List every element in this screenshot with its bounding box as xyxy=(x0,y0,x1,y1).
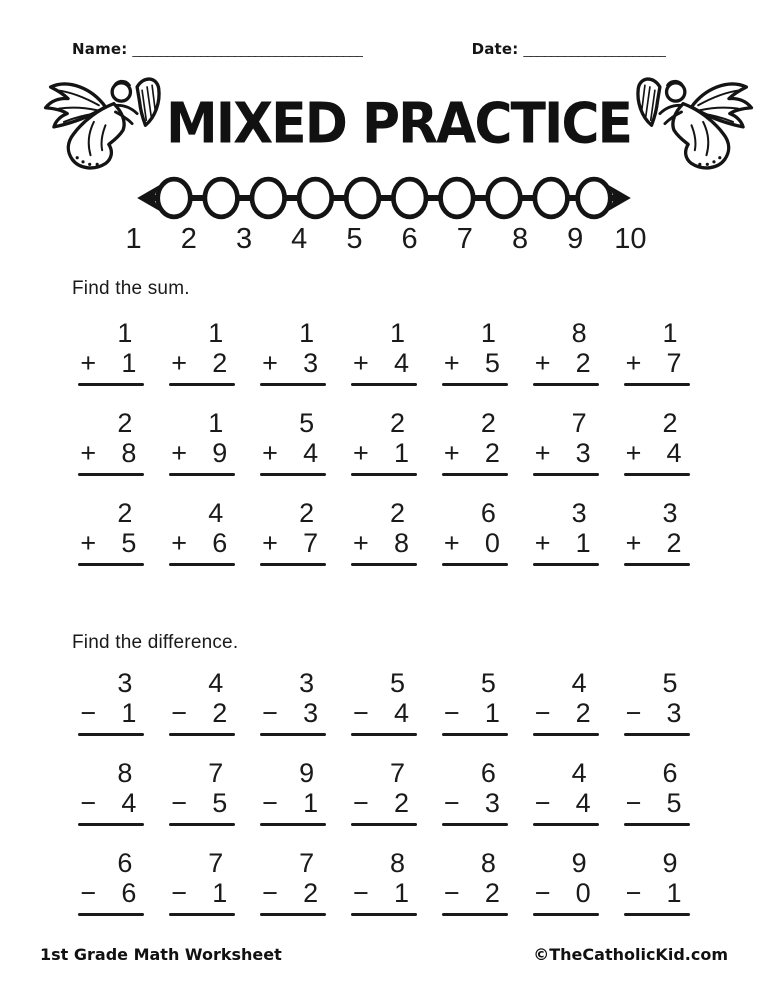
math-problem xyxy=(533,408,599,476)
operator-sign: + xyxy=(80,528,97,558)
bottom-operand: 4 xyxy=(121,788,137,818)
math-problem xyxy=(169,758,235,826)
answer-line xyxy=(260,913,326,916)
bottom-operand-row xyxy=(533,788,599,818)
bottom-operand-row xyxy=(351,878,417,908)
bottom-operand-row xyxy=(624,438,690,468)
math-problem xyxy=(169,668,235,736)
bottom-operand-row xyxy=(169,878,235,908)
operator-sign: + xyxy=(171,438,188,468)
angel-harp-icon xyxy=(40,72,166,176)
top-operand: 2 xyxy=(389,498,405,528)
bottom-operand-row xyxy=(78,528,144,558)
operator-sign: − xyxy=(262,878,278,908)
problem-row xyxy=(66,498,702,566)
operator-sign: − xyxy=(352,878,369,908)
top-operand: 3 xyxy=(117,668,133,698)
operator-sign: − xyxy=(625,698,642,728)
top-operand: 1 xyxy=(208,408,224,438)
operator-sign: − xyxy=(443,788,460,818)
answer-line xyxy=(624,823,690,826)
bottom-operand-row xyxy=(624,788,690,818)
operator-sign: − xyxy=(171,878,188,908)
top-operand: 2 xyxy=(480,408,496,438)
answer-line xyxy=(442,383,508,386)
bottom-operand-row xyxy=(533,348,599,378)
bottom-operand-row xyxy=(442,348,508,378)
number-line-label: 2 xyxy=(180,223,197,255)
answer-line xyxy=(78,473,144,476)
bottom-operand: 0 xyxy=(484,528,500,558)
operator-sign: − xyxy=(534,878,551,908)
top-operand: 2 xyxy=(117,408,133,438)
bottom-operand: 7 xyxy=(303,528,319,558)
operator-sign: − xyxy=(171,788,188,818)
top-operand: 4 xyxy=(571,758,587,788)
top-operand: 4 xyxy=(208,498,224,528)
bottom-operand: 1 xyxy=(121,348,137,378)
operator-sign: − xyxy=(534,698,551,728)
bottom-operand: 4 xyxy=(575,788,591,818)
bottom-operand: 5 xyxy=(484,348,500,378)
answer-line xyxy=(260,383,326,386)
top-operand: 6 xyxy=(662,758,678,788)
bottom-operand-row xyxy=(442,878,508,908)
answer-line xyxy=(624,733,690,736)
operator-sign: + xyxy=(625,348,642,378)
bottom-operand-row xyxy=(78,788,144,818)
answer-line xyxy=(169,473,235,476)
name-label: Name: xyxy=(72,40,128,58)
answer-line xyxy=(533,913,599,916)
bottom-operand: 4 xyxy=(393,348,409,378)
addition-heading: Find the sum. xyxy=(72,278,190,299)
bottom-operand: 3 xyxy=(303,698,319,728)
math-problem xyxy=(260,408,326,476)
math-problem xyxy=(533,848,599,916)
top-operand: 7 xyxy=(208,848,224,878)
answer-line xyxy=(624,473,690,476)
bottom-operand-row xyxy=(169,698,235,728)
operator-sign: − xyxy=(80,788,97,818)
top-operand: 8 xyxy=(117,758,133,788)
answer-line xyxy=(169,823,235,826)
bottom-operand: 2 xyxy=(303,878,319,908)
top-operand: 1 xyxy=(299,318,315,348)
bottom-operand: 2 xyxy=(666,528,682,558)
math-problem xyxy=(624,498,690,566)
bottom-operand-row xyxy=(351,528,417,558)
math-problem xyxy=(78,408,144,476)
operator-sign: − xyxy=(262,698,278,728)
operator-sign: + xyxy=(443,528,460,558)
top-operand: 6 xyxy=(117,848,133,878)
bottom-operand: 9 xyxy=(212,438,228,468)
problem-row xyxy=(66,408,702,476)
bottom-operand-row xyxy=(78,438,144,468)
operator-sign: − xyxy=(443,878,460,908)
answer-line xyxy=(624,913,690,916)
bottom-operand-row xyxy=(624,348,690,378)
math-problem xyxy=(78,758,144,826)
answer-line xyxy=(260,473,326,476)
bottom-operand: 2 xyxy=(575,698,591,728)
operator-sign: + xyxy=(352,528,369,558)
bottom-operand-row xyxy=(624,878,690,908)
math-problem xyxy=(260,318,326,386)
math-problem xyxy=(533,498,599,566)
answer-line xyxy=(260,823,326,826)
bottom-operand: 7 xyxy=(666,348,682,378)
bottom-operand-row xyxy=(169,788,235,818)
top-operand: 3 xyxy=(662,498,678,528)
number-line-labels xyxy=(92,224,676,254)
number-line xyxy=(92,174,676,254)
bottom-operand: 3 xyxy=(303,348,319,378)
math-problem xyxy=(169,408,235,476)
bottom-operand: 1 xyxy=(393,878,409,908)
answer-line xyxy=(169,733,235,736)
answer-line xyxy=(351,913,417,916)
subtraction-section xyxy=(40,608,728,938)
answer-line xyxy=(442,733,508,736)
math-problem xyxy=(533,318,599,386)
top-operand: 9 xyxy=(662,848,678,878)
bottom-operand: 2 xyxy=(393,788,409,818)
answer-line xyxy=(533,383,599,386)
answer-line xyxy=(351,473,417,476)
math-problem xyxy=(624,848,690,916)
top-operand: 7 xyxy=(571,408,587,438)
operator-sign: + xyxy=(171,348,188,378)
math-problem xyxy=(442,848,508,916)
name-blank-line: __________________________________ xyxy=(132,41,364,57)
top-operand: 4 xyxy=(571,668,587,698)
top-operand: 5 xyxy=(389,668,405,698)
number-line-graphic xyxy=(92,174,676,222)
operator-sign: + xyxy=(443,438,460,468)
number-line-label: 4 xyxy=(291,223,308,255)
bottom-operand-row xyxy=(624,528,690,558)
operator-sign: + xyxy=(171,528,188,558)
footer-grade-label: 1st Grade Math Worksheet xyxy=(40,945,282,964)
bottom-operand: 2 xyxy=(484,438,500,468)
bottom-operand: 2 xyxy=(212,348,228,378)
math-problem xyxy=(442,668,508,736)
operator-sign: − xyxy=(443,698,460,728)
bottom-operand: 4 xyxy=(303,438,319,468)
math-problem xyxy=(442,318,508,386)
bottom-operand: 4 xyxy=(666,438,682,468)
top-operand: 1 xyxy=(117,318,133,348)
top-operand: 5 xyxy=(662,668,678,698)
bottom-operand-row xyxy=(260,528,326,558)
bottom-operand: 3 xyxy=(666,698,682,728)
addition-problems xyxy=(40,318,728,566)
problem-row xyxy=(66,318,702,386)
bottom-operand-row xyxy=(169,528,235,558)
problem-row xyxy=(66,758,702,826)
answer-line xyxy=(442,473,508,476)
math-problem xyxy=(533,758,599,826)
bottom-operand-row xyxy=(260,438,326,468)
addition-section xyxy=(40,254,728,588)
bottom-operand: 1 xyxy=(575,528,591,558)
math-problem xyxy=(260,848,326,916)
bottom-operand-row xyxy=(351,788,417,818)
bottom-operand-row xyxy=(78,348,144,378)
operator-sign: + xyxy=(262,348,278,378)
top-operand: 7 xyxy=(389,758,405,788)
date-label: Date: xyxy=(471,40,519,58)
answer-line xyxy=(533,563,599,566)
top-operand: 2 xyxy=(299,498,315,528)
header-row xyxy=(40,40,728,62)
math-problem xyxy=(351,498,417,566)
bottom-operand-row xyxy=(260,878,326,908)
footer xyxy=(40,945,728,994)
bottom-operand: 1 xyxy=(303,788,319,818)
bottom-operand-row xyxy=(169,438,235,468)
math-problem xyxy=(78,668,144,736)
bottom-operand: 2 xyxy=(484,878,500,908)
date-field xyxy=(472,40,666,62)
operator-sign: − xyxy=(80,698,97,728)
math-problem xyxy=(169,318,235,386)
operator-sign: − xyxy=(352,788,369,818)
bottom-operand-row xyxy=(78,878,144,908)
bottom-operand-row xyxy=(442,698,508,728)
answer-line xyxy=(78,383,144,386)
name-field xyxy=(72,40,363,62)
answer-line xyxy=(351,383,417,386)
number-line-label: 6 xyxy=(401,223,418,255)
bottom-operand-row xyxy=(260,348,326,378)
top-operand: 1 xyxy=(389,318,405,348)
date-blank-line: _____________________ xyxy=(523,41,666,57)
top-operand: 1 xyxy=(480,318,496,348)
math-problem xyxy=(442,498,508,566)
answer-line xyxy=(351,823,417,826)
math-problem xyxy=(624,758,690,826)
bottom-operand-row xyxy=(260,698,326,728)
problem-row xyxy=(66,668,702,736)
operator-sign: − xyxy=(534,788,551,818)
top-operand: 9 xyxy=(571,848,587,878)
math-problem xyxy=(351,758,417,826)
operator-sign: − xyxy=(625,788,642,818)
answer-line xyxy=(624,563,690,566)
answer-line xyxy=(533,473,599,476)
math-problem xyxy=(169,848,235,916)
top-operand: 7 xyxy=(208,758,224,788)
bottom-operand: 6 xyxy=(121,878,137,908)
answer-line xyxy=(260,733,326,736)
answer-line xyxy=(78,823,144,826)
bottom-operand-row xyxy=(169,348,235,378)
math-problem xyxy=(442,408,508,476)
math-problem xyxy=(624,668,690,736)
answer-line xyxy=(169,913,235,916)
number-line-label: 9 xyxy=(567,223,584,255)
operator-sign: + xyxy=(625,528,642,558)
number-line-label: 3 xyxy=(235,223,253,255)
operator-sign: − xyxy=(171,698,188,728)
number-line-label: 10 xyxy=(614,223,647,255)
title-band xyxy=(40,74,728,174)
top-operand: 2 xyxy=(117,498,133,528)
top-operand: 8 xyxy=(480,848,496,878)
problem-row xyxy=(66,848,702,916)
math-problem xyxy=(442,758,508,826)
bottom-operand: 1 xyxy=(121,698,137,728)
operator-sign: − xyxy=(625,878,642,908)
top-operand: 2 xyxy=(389,408,405,438)
operator-sign: − xyxy=(80,878,97,908)
operator-sign: + xyxy=(625,438,642,468)
bottom-operand: 8 xyxy=(121,438,137,468)
bottom-operand: 1 xyxy=(393,438,409,468)
subtraction-problems xyxy=(40,668,728,916)
top-operand: 6 xyxy=(480,498,496,528)
footer-copyright: ©TheCatholicKid.com xyxy=(533,945,728,964)
answer-line xyxy=(78,563,144,566)
top-operand: 4 xyxy=(208,668,224,698)
number-line-label: 8 xyxy=(511,223,529,255)
subtraction-heading: Find the difference. xyxy=(72,632,239,653)
number-line-label: 1 xyxy=(125,223,142,255)
bottom-operand-row xyxy=(351,348,417,378)
answer-line xyxy=(78,733,144,736)
number-line-label: 5 xyxy=(346,223,363,255)
bottom-operand-row xyxy=(624,698,690,728)
answer-line xyxy=(533,733,599,736)
answer-line xyxy=(442,563,508,566)
answer-line xyxy=(351,733,417,736)
angel-harp-icon-mirrored xyxy=(631,72,757,176)
top-operand: 1 xyxy=(662,318,678,348)
math-problem xyxy=(351,318,417,386)
operator-sign: + xyxy=(352,438,369,468)
page-title: MIXED PRACTICE xyxy=(166,91,632,157)
bottom-operand: 4 xyxy=(393,698,409,728)
bottom-operand: 5 xyxy=(666,788,682,818)
bottom-operand-row xyxy=(533,698,599,728)
bottom-operand-row xyxy=(351,438,417,468)
operator-sign: + xyxy=(534,528,551,558)
math-problem xyxy=(169,498,235,566)
bottom-operand: 1 xyxy=(212,878,228,908)
operator-sign: + xyxy=(80,348,97,378)
top-operand: 7 xyxy=(299,848,315,878)
top-operand: 8 xyxy=(571,318,587,348)
bottom-operand: 5 xyxy=(212,788,228,818)
top-operand: 3 xyxy=(571,498,587,528)
operator-sign: + xyxy=(80,438,97,468)
bottom-operand-row xyxy=(533,878,599,908)
answer-line xyxy=(260,563,326,566)
top-operand: 9 xyxy=(299,758,315,788)
operator-sign: + xyxy=(534,348,551,378)
answer-line xyxy=(169,383,235,386)
math-problem xyxy=(624,408,690,476)
bottom-operand: 3 xyxy=(484,788,500,818)
bottom-operand-row xyxy=(442,528,508,558)
answer-line xyxy=(78,913,144,916)
top-operand: 3 xyxy=(299,668,315,698)
answer-line xyxy=(533,823,599,826)
bottom-operand: 0 xyxy=(575,878,591,908)
bottom-operand: 1 xyxy=(666,878,682,908)
operator-sign: − xyxy=(262,788,278,818)
math-problem xyxy=(78,498,144,566)
math-problem xyxy=(78,848,144,916)
bottom-operand: 2 xyxy=(575,348,591,378)
math-problem xyxy=(260,668,326,736)
answer-line xyxy=(442,823,508,826)
math-problem xyxy=(624,318,690,386)
answer-line xyxy=(169,563,235,566)
operator-sign: + xyxy=(534,438,551,468)
top-operand: 8 xyxy=(389,848,405,878)
bottom-operand: 5 xyxy=(121,528,137,558)
answer-line xyxy=(351,563,417,566)
top-operand: 1 xyxy=(208,318,224,348)
bottom-operand: 6 xyxy=(212,528,228,558)
answer-line xyxy=(624,383,690,386)
operator-sign: − xyxy=(352,698,369,728)
bottom-operand-row xyxy=(442,788,508,818)
number-line-label: 7 xyxy=(456,223,473,255)
bottom-operand: 8 xyxy=(393,528,409,558)
top-operand: 5 xyxy=(480,668,496,698)
math-problem xyxy=(351,848,417,916)
top-operand: 5 xyxy=(299,408,315,438)
bottom-operand: 2 xyxy=(212,698,228,728)
bottom-operand: 1 xyxy=(484,698,500,728)
top-operand: 6 xyxy=(480,758,496,788)
bottom-operand-row xyxy=(533,438,599,468)
operator-sign: + xyxy=(262,438,278,468)
operator-sign: + xyxy=(352,348,369,378)
bottom-operand-row xyxy=(260,788,326,818)
bottom-operand-row xyxy=(78,698,144,728)
operator-sign: + xyxy=(443,348,460,378)
math-problem xyxy=(533,668,599,736)
bottom-operand-row xyxy=(442,438,508,468)
bottom-operand-row xyxy=(351,698,417,728)
math-problem xyxy=(260,758,326,826)
bottom-operand-row xyxy=(533,528,599,558)
math-problem xyxy=(260,498,326,566)
bottom-operand: 3 xyxy=(575,438,591,468)
operator-sign: + xyxy=(262,528,278,558)
math-problem xyxy=(78,318,144,386)
answer-line xyxy=(442,913,508,916)
top-operand: 2 xyxy=(662,408,678,438)
math-problem xyxy=(351,668,417,736)
math-problem xyxy=(351,408,417,476)
